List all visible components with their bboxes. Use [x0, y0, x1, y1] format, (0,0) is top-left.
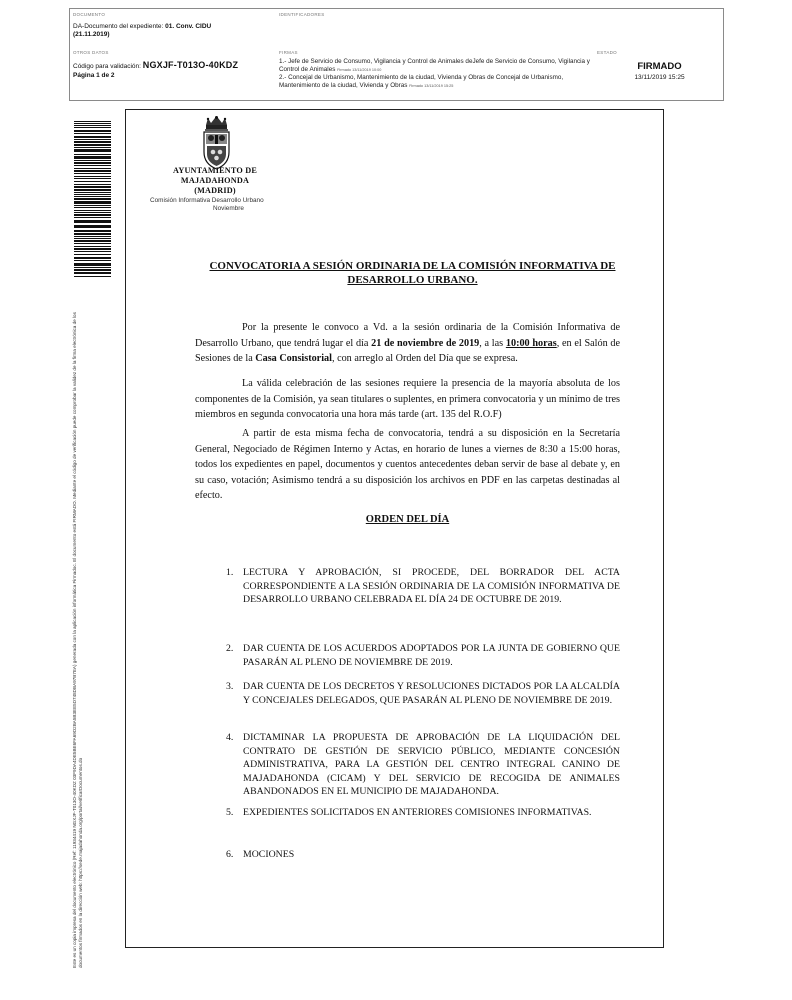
letterhead-comision: Comisión Informativa Desarrollo Urbano Noviembre: [150, 197, 308, 213]
firma-1: 1.- Jefe de Servicio de Consumo, Vigilancia y Control de Animales deJefe de Servicio de Consumo, Vigilancia y Control de Animales Firmado 13/11/2019 10:00: [279, 58, 590, 73]
validation-code-value: NGXJF-T013O-40KDZ: [142, 60, 239, 70]
agenda-item: 1. LECTURA Y APROBACIÓN, SI PROCEDE, DEL BORRADOR DEL ACTA CORRESPONDIENTE A LA SESIÓN ORDINARIA DE LA COMISIÓN INFORMATIVA DE DESARROLLO URBANO CELEBRADA EL DÍA 24 DE OCTUBRE DE 2019.: [226, 567, 620, 605]
agenda-item: 4. DICTAMINAR LA PROPUESTA DE APROBACIÓN DE LA LIQUIDACIÓN DEL CONTRATO DE GESTIÓN DE SERVICIO PÚBLICO, MEDIANTE CONCESIÓN ADMINISTRATIVA, PARA LA GESTIÓN DEL CENTRO INTEGRAL CANINO DE MAJADAHONDA (CICAM) Y DEL SERVICIO DE RECOGIDA DE ANIMALES ABANDONADOS EN EL MUNICIPIO DE MAJADAHONDA.: [226, 732, 620, 797]
expediente-name: 01. Conv. CIDU: [165, 23, 212, 30]
estado-cell: [594, 47, 725, 102]
session-date: 21 de noviembre de 2019: [371, 337, 480, 349]
firmas-label: FIRMAS: [279, 50, 298, 55]
signature-header: [69, 8, 724, 101]
validation-code: Código para validación: NGXJF-T013O-40KDZ: [73, 60, 239, 70]
verification-side-text: Este es un copia impresa del documento electrónico (Ref: 11934419 NGXJF-T013O-40KDZ 03F9DA4DE5BE6FA69D2BA5B3EE5D748DBA97B7EA) generada con la aplicación informática Firmadoc. El documento está FIRMADO. Mediante el código de verificación puede comprobar la validez de la firma electrónica de los documentos firmados en la dirección web: https://sede.majadahonda.org/portal/verificarDocumentos.do: [72, 312, 83, 968]
orden-del-dia-title: ORDEN DEL DÍA: [365, 514, 450, 525]
paragraph-quorum: La válida celebración de las sesiones requiere la presencia de la mayoría absoluta de los componentes de la Comisión, ya sean titulares o suplentes, en primera convocatoria y un mínimo de tres miembros en segunda convocatoria una hora más tarde (art. 135 del R.O.F): [195, 378, 620, 420]
firma-2: 2.- Concejal de Urbanismo, Mantenimiento de la ciudad, Vivienda y Obras de Concejal de Urbanismo, Mantenimiento de la ciudad, Vivienda y Obras Firmado 13/11/2019 15:25: [279, 74, 564, 89]
letterhead-month: Noviembre: [213, 205, 244, 212]
identificadores-cell: [276, 9, 725, 47]
session-place: Casa Consistorial: [255, 353, 332, 364]
expediente-date: (21.11.2019): [73, 31, 110, 38]
paragraph-convocatoria: Por la presente le convoco a Vd. a la sesión ordinaria de la Comisión Informativa de Desarrollo Urbano, que tendrá lugar el día 21 de noviembre de 2019, a las 10:00 horas, en el Salón de Sesiones de la Casa Consistorial, con arreglo al Orden del Día que se expresa.: [195, 322, 621, 364]
agenda-item: 2. DAR CUENTA DE LOS ACUERDOS ADOPTADOS POR LA JUNTA DE GOBIERNO QUE PASARÁN AL PLENO DE NOVIEMBRE DE 2019.: [226, 643, 620, 668]
agenda-item: 3. DAR CUENTA DE LOS DECRETOS Y RESOLUCIONES DICTADOS POR LA ALCALDÍA Y CONCEJALES DELEGADOS, QUE PASARÁN AL PLENO DE NOVIEMBRE DE 2019.: [226, 681, 620, 706]
estado-value: FIRMADO: [637, 61, 682, 72]
letterhead-ayuntamiento: AYUNTAMIENTO DE MAJADAHONDA (MADRID): [172, 166, 258, 195]
estado-label: ESTADO: [597, 50, 617, 55]
identificadores-label: IDENTIFICADORES: [279, 12, 325, 17]
otros-datos-label: OTROS DATOS: [73, 50, 109, 55]
firmas-cell: [276, 47, 594, 102]
documento-cell: [70, 9, 276, 47]
document-frame: [125, 109, 664, 948]
barcode: [74, 121, 111, 279]
estado-date: 13/11/2019 15:25: [634, 74, 685, 81]
page-indicator: Página 1 de 2: [73, 72, 115, 79]
agenda-item: 5. EXPEDIENTES SOLICITADOS EN ANTERIORES COMISIONES INFORMATIVAS.: [226, 807, 592, 818]
document-title: CONVOCATORIA A SESIÓN ORDINARIA DE LA COMISIÓN INFORMATIVA DE DESARROLLO URBANO.: [209, 260, 616, 286]
documento-value: DA-Documento del expediente: 01. Conv. CIDU (21.11.2019): [73, 23, 212, 38]
session-time: 10:00 horas: [505, 337, 557, 349]
documento-label: DOCUMENTO: [73, 12, 106, 17]
paragraph-documentation: A partir de esta misma fecha de convocatoria, tendrá a su disposición en la Secretaría General, Negociado de Régimen Interno y Actas, en horario de lunes a viernes de 8:30 a 15:00 horas, todos los expedientes en papel, documentos y cuentos antecedentes deban servir de base al debate y, en su caso, votación; Asimismo tendrá a su disposición los archivos en PDF en las carpetas destinadas al efecto.: [195, 428, 620, 501]
agenda-item: 6. MOCIONES: [226, 849, 295, 860]
coat-of-arms-icon: [200, 116, 233, 170]
otros-datos-cell: [70, 47, 276, 102]
